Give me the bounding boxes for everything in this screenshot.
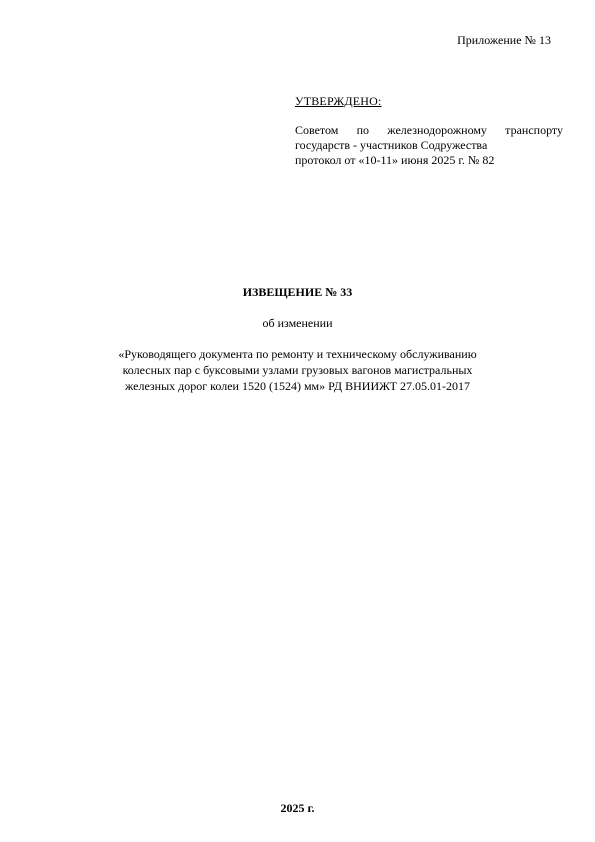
appendix-label: Приложение № 13 [457,33,551,47]
approval-states-line: государств - участников Содружества [295,138,488,152]
document-title-line: железных дорог колеи 1520 (1524) мм» РД ВНИИЖТ 27.05.01-2017 [125,379,470,393]
document-title [0,346,595,394]
notice-subtitle: об изменении [262,316,333,330]
document-title-line: «Руководящего документа по ремонту и техническому обслуживанию [118,347,477,361]
approval-protocol-line: протокол от «10-11» июня 2025 г. № 82 [295,153,495,167]
document-year: 2025 г. [280,801,315,815]
notice-title: ИЗВЕЩЕНИЕ № 33 [242,285,353,299]
document-title-line: колесных пар с буксовыми узлами грузовых вагонов магистральных [122,363,473,377]
approval-council-line: Советом по железнодорожному транспорту [295,123,563,137]
approval-block [295,94,563,168]
approval-heading: УТВЕРЖДЕНО: [295,94,382,108]
